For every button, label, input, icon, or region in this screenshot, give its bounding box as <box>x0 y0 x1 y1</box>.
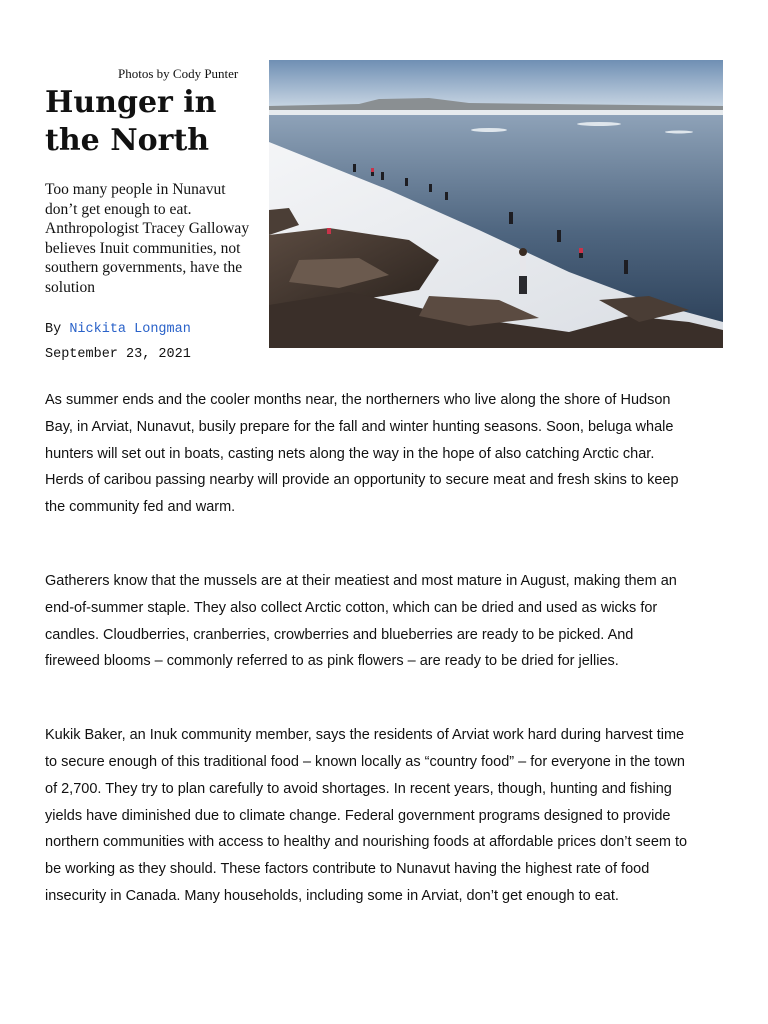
publish-date: September 23, 2021 <box>45 347 191 362</box>
article-title: Hunger in the North <box>45 85 217 158</box>
article-body <box>45 387 690 957</box>
author-link[interactable]: Nickita Longman <box>69 322 191 337</box>
paragraph: As summer ends and the cooler months near, the northerners who live along the shore of Hudson Bay, in Arviat, Nunavut, busily prepare for the fall and winter hunting seasons. Soon, beluga whale hunters will set out in boats, casting nets along the way in the hope of also catching Arctic char. Herds of caribou passing nearby will provide an opportunity to secure meat and fresh skins to keep the community fed and warm. <box>45 392 679 516</box>
byline <box>45 322 191 338</box>
byline-prefix: By <box>45 322 62 337</box>
paragraph: Gatherers know that the mussels are at their meatiest and most mature in August, making them an end-of-summer staple. They also collect Arctic cotton, which can be dried and used as wicks for candles. Cloudberries, cranberries, crowberries and blueberries are ready to be picked. And fireweed blooms – commonly referred to as pink flowers – are ready to be dried for jellies. <box>45 572 677 670</box>
paragraph: Kukik Baker, an Inuk community member, says the residents of Arviat work hard during harvest time to secure enough of this traditional food – known locally as “country food” – for everyone in the town of 2,700. They try to plan carefully to avoid shortages. In recent years, though, hunting and fishing yields have diminished due to climate change. Federal government programs designed to provide northern communities with access to healthy and nourishing foods at affordable prices don’t seem to be working as they should. These factors contribute to Nunavut having the highest rate of food insecurity in Canada. Many households, including some in Arviat, don’t get enough to eat. <box>45 727 688 904</box>
photo-credit: Photos by Cody Punter <box>118 66 239 81</box>
article-dek: Too many people in Nunavut don’t get enough to eat. Anthropologist Tracey Galloway believes Inuit communities, not southern governments, have the solution <box>45 181 250 296</box>
hero-photo <box>269 60 723 348</box>
